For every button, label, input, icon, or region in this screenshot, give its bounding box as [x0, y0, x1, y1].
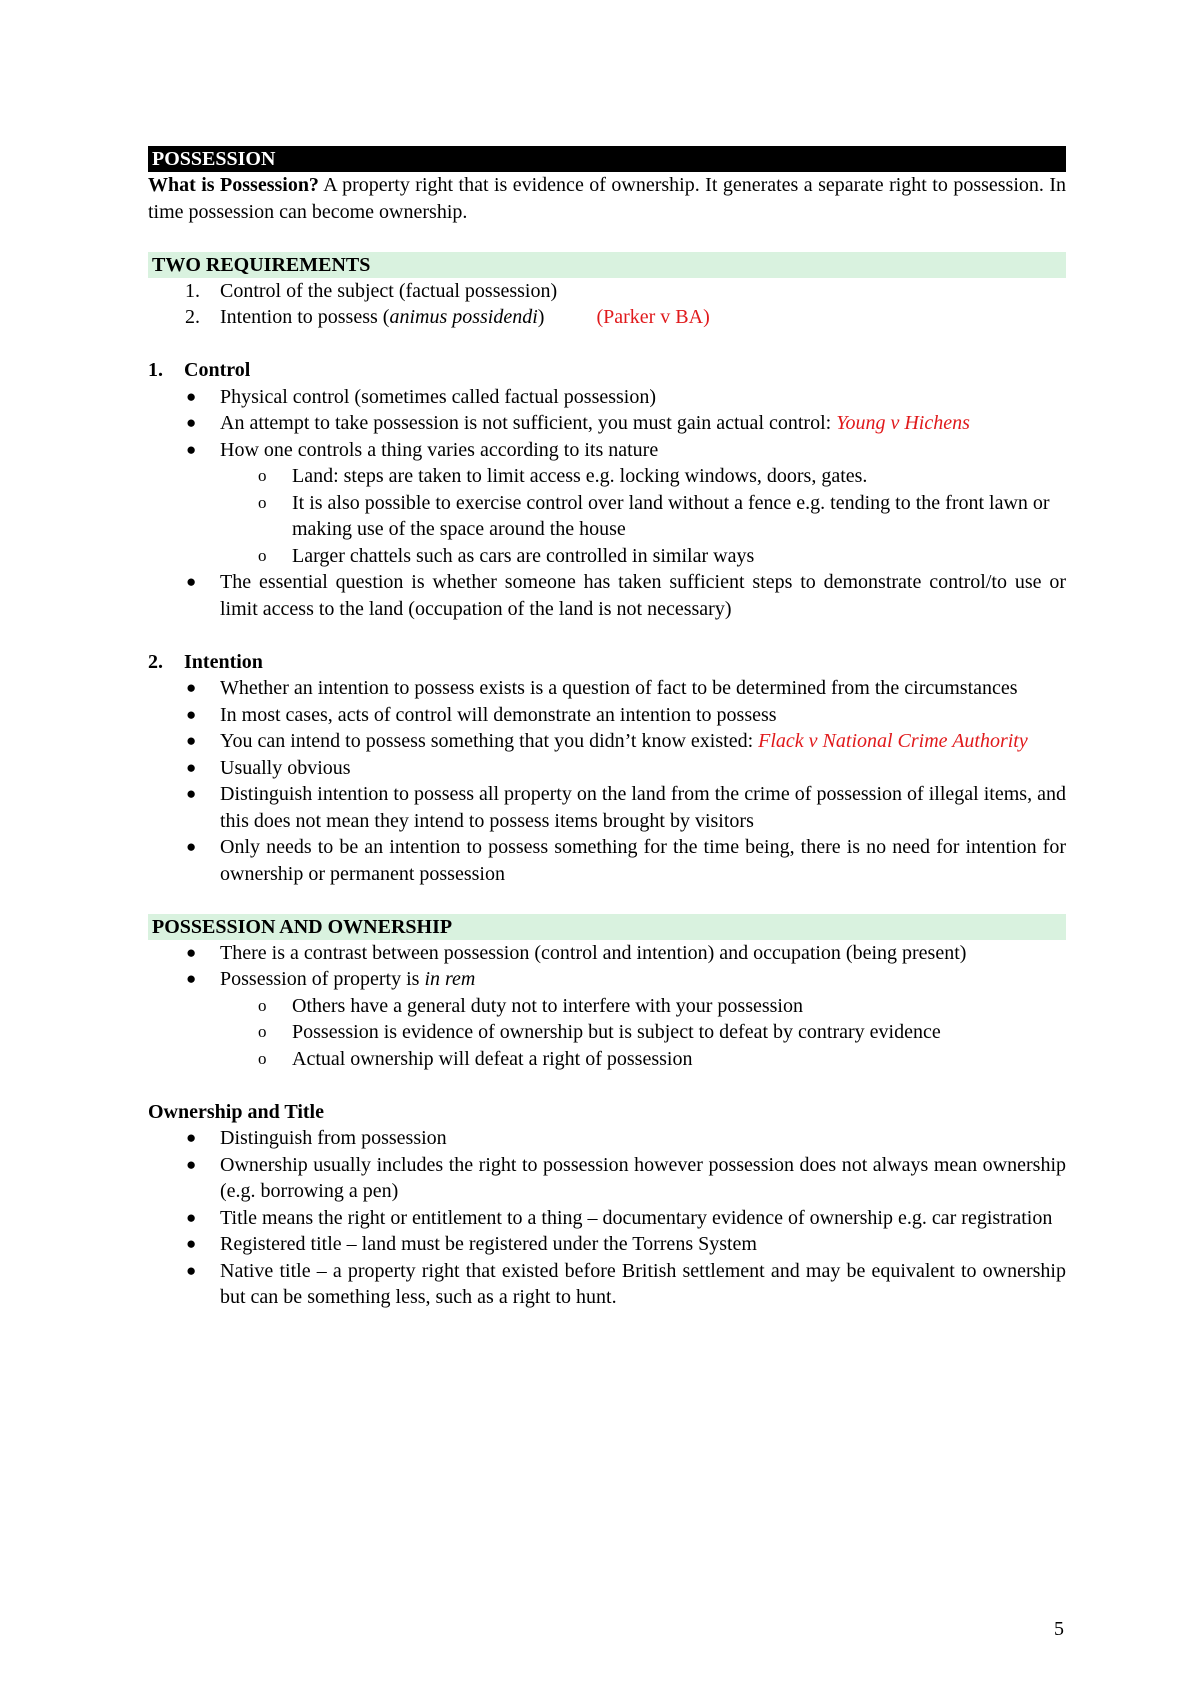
list-item: 1. Control of the subject (factual possession)	[185, 279, 558, 302]
list-item: ● An attempt to take possession is not sufficient, you must gain actual control: Young v Hichens	[148, 410, 1066, 437]
bullet-icon: ●	[186, 678, 197, 697]
section-title-bar	[148, 146, 1066, 172]
sub-list-item: o Others have a general duty not to interfere with your possession	[148, 993, 1066, 1020]
bullet-icon: ●	[186, 731, 197, 750]
sub-list-item: o Land: steps are taken to limit access e.g. locking windows, doors, gates.	[148, 463, 1066, 490]
sub-list-item: o Larger chattels such as cars are controlled in similar ways	[148, 543, 1066, 570]
list-item: ● Ownership usually includes the right to possession however possession does not always mean ownership (e.g. borrowing a pen)	[186, 1153, 1066, 1202]
list-item: 2. Intention to possess (animus possidendi) (Parker v BA)	[185, 306, 710, 328]
bullet-icon: ●	[186, 969, 197, 988]
document-page	[148, 146, 1066, 1311]
list-item: ● Distinguish from possession	[148, 1125, 1066, 1152]
list-item: ● You can intend to possess something that you didn’t know existed: Flack v National Crime Authority	[148, 728, 1066, 755]
list-item: ● In most cases, acts of control will demonstrate an intention to possess	[148, 702, 1066, 729]
list-item: ● Registered title – land must be registered under the Torrens System	[148, 1231, 1066, 1258]
bullet-icon: ●	[186, 837, 197, 856]
list-item: ● The essential question is whether someone has taken sufficient steps to demonstrate control/to use or limit access to the land (occupation of the land is not necessary)	[186, 571, 1066, 620]
sub-bullet-icon: o	[258, 1048, 267, 1068]
intro-lead: What is Possession?	[148, 174, 319, 196]
ownership-title-heading: Ownership and Title	[148, 1100, 324, 1123]
list-item: ● Title means the right or entitlement to a thing – documentary evidence of ownership e.g. car registration	[148, 1205, 1066, 1232]
list-item: ● Distinguish intention to possess all property on the land from the crime of possession of illegal items, and this does not mean they intend to possess items brought by visitors	[186, 783, 1066, 832]
bullet-icon: ●	[186, 1260, 197, 1280]
requirements-list	[148, 278, 1066, 331]
two-requirements-heading: TWO REQUIREMENTS	[148, 252, 1066, 278]
bullet-icon: ●	[186, 1234, 197, 1253]
control-heading: 1. Control	[148, 359, 251, 381]
sub-bullet-icon: o	[258, 995, 267, 1015]
sub-bullet-icon: o	[258, 492, 267, 512]
case-citation: (Parker v BA)	[596, 306, 710, 328]
bullet-icon: ●	[186, 704, 197, 724]
list-item: ● Usually obvious	[148, 755, 1066, 782]
list-item: ● Only needs to be an intention to possess something for the time being, there is no need for intention for ownership or permanent possession	[186, 836, 1066, 885]
sub-list-item: o Actual ownership will defeat a right of possession	[148, 1046, 1066, 1073]
intention-heading: 2. Intention	[148, 650, 263, 673]
sub-list-item: o It is also possible to exercise control over land without a fence e.g. tending to the front lawn or making use of the space around the house	[258, 491, 1050, 540]
sub-list-item: o Possession is evidence of ownership but is subject to defeat by contrary evidence	[148, 1019, 1066, 1046]
bullet-icon: ●	[186, 1207, 197, 1227]
sub-bullet-icon: o	[258, 466, 267, 485]
section-title: POSSESSION	[152, 148, 276, 170]
bullet-icon: ●	[186, 942, 197, 962]
page-number: 5	[1054, 1618, 1064, 1640]
bullet-icon: ●	[186, 386, 197, 406]
bullet-icon: ●	[186, 413, 197, 432]
list-item: ● There is a contrast between possession (control and intention) and occupation (being present)	[148, 940, 1066, 967]
intro-text: A property right that is evidence of ownership. It generates a separate right to possession. In time possession can become ownership.	[148, 174, 1066, 223]
intro-paragraph	[148, 172, 1066, 225]
possession-ownership-heading: POSSESSION AND OWNERSHIP	[148, 914, 1066, 940]
bullet-icon: ●	[186, 757, 197, 777]
case-citation: Young v Hichens	[836, 412, 970, 434]
sub-bullet-icon: o	[258, 545, 267, 565]
list-item: ● Native title – a property right that existed before British settlement and may be equivalent to ownership but can be something less, such as a right to hunt.	[186, 1259, 1066, 1308]
list-item: ● Physical control (sometimes called factual possession)	[148, 384, 1066, 411]
bullet-icon: ●	[186, 784, 197, 803]
bullet-icon: ●	[186, 1128, 197, 1147]
bullet-icon: ●	[186, 1154, 197, 1174]
list-item: ● How one controls a thing varies according to its nature	[148, 437, 1066, 464]
bullet-icon: ●	[186, 439, 197, 459]
list-item: ● Whether an intention to possess exists is a question of fact to be determined from the circumstances	[148, 675, 1066, 702]
bullet-icon: ●	[186, 572, 197, 591]
sub-bullet-icon: o	[258, 1022, 267, 1041]
list-item: ● Possession of property is in rem	[148, 966, 1066, 993]
case-citation: Flack v National Crime Authority	[758, 730, 1028, 752]
